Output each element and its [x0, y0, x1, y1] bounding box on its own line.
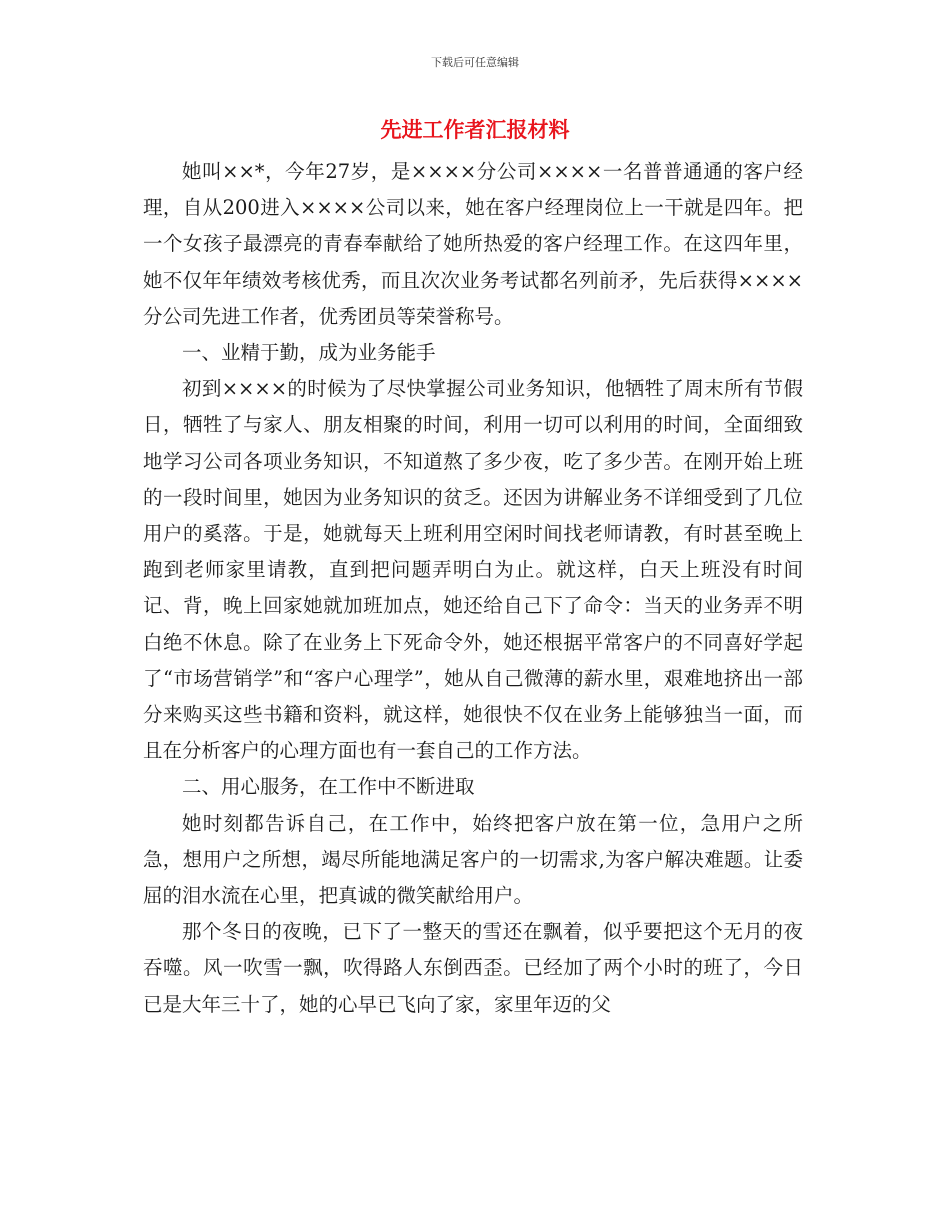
header-note: 下载后可任意编辑: [431, 56, 519, 69]
paragraph-intro: 她叫××*，今年27岁，是××××分公司××××一名普普通通的客户经理，自从200进入××××公司以来，她在客户经理岗位上一干就是四年。把一个女孩子最漂亮的青春奉献给了她所热爱的客户经理工作。在这四年里，她不仅年年绩效考核优秀，而且次次业务考试都名列前矛，先后获得××××分公司先进工作者，优秀团员等荣誉称号。: [143, 160, 803, 328]
document-title: 先进工作者汇报材料: [380, 118, 570, 142]
section-heading-2: 二、用心服务，在工作中不断进取: [182, 775, 475, 799]
paragraph-section-2: 她时刻都告诉自己，在工作中，始终把客户放在第一位，急用户之所急，想用户之所想，竭尽所能地满足客户的一切需求,为客户解决难题。让委屈的泪水流在心里，把真诚的微笑献给用户。: [143, 811, 803, 908]
document-body: [143, 154, 803, 1023]
paragraph-story: 那个冬日的夜晚，已下了一整天的雪还在飘着，似乎要把这个无月的夜吞噬。风一吹雪一飘，吹得路人东倒西歪。已经加了两个小时的班了，今日已是大年三十了，她的心早已飞向了家，家里年迈的父: [143, 920, 803, 1016]
section-heading-1: 一、业精于勤，成为业务能手: [182, 341, 436, 365]
paragraph-section-1: 初到××××的时候为了尽快掌握公司业务知识，他牺牲了周末所有节假日，牺牲了与家人、朋友相聚的时间，利用一切可以利用的时间，全面细致地学习公司各项业务知识，不知道熬了多少夜，吃了多少苦。在刚开始上班的一段时间里，她因为业务知识的贫乏。还因为讲解业务不详细受到了几位用户的奚落。于是，她就每天上班利用空闲时间找老师请教，有时甚至晚上跑到老师家里请教，直到把问题弄明白为止。就这样，白天上班没有时间记、背，晚上回家她就加班加点，她还给自己下了命令：当天的业务弄不明白绝不休息。除了在业务上下死命令外，她还根据平常客户的不同喜好学起了“市场营销学”和“客户心理学”，她从自己微薄的薪水里，艰难地挤出一部分来购买这些书籍和资料，就这样，她很快不仅在业务上能够独当一面，而且在分析客户的心理方面也有一套自己的工作方法。: [143, 377, 803, 763]
